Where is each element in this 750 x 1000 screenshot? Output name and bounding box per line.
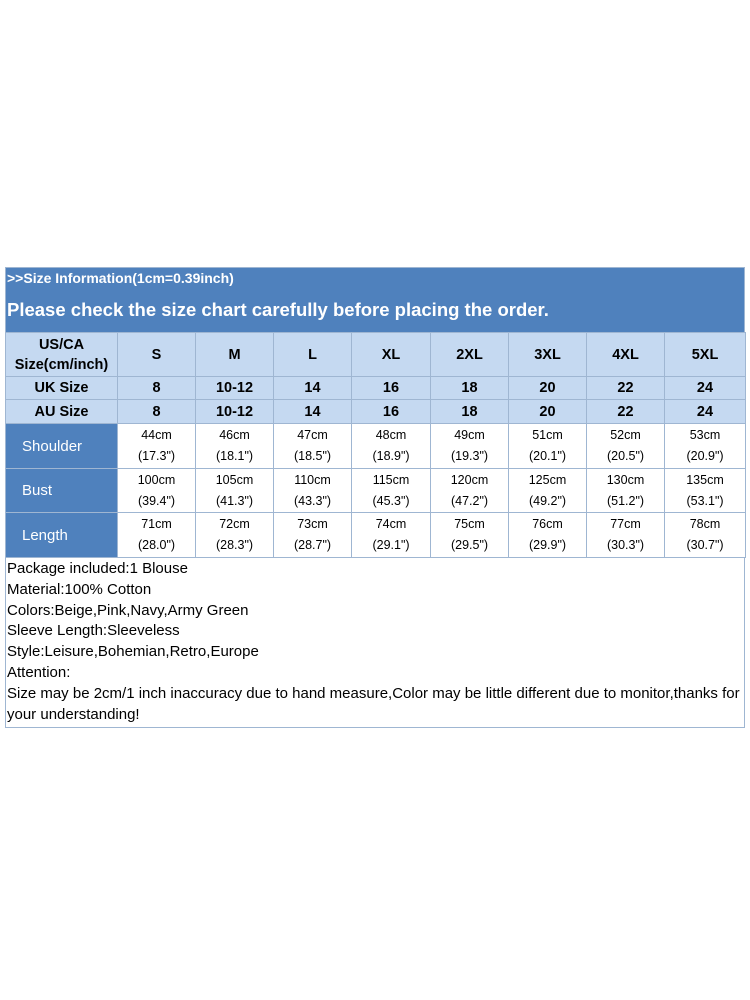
uk-size-cell: 10-12 bbox=[196, 377, 274, 400]
measure-inch: (39.4") bbox=[137, 493, 176, 508]
measure-cm: 130cm bbox=[606, 472, 645, 487]
measure-inch: (30.3") bbox=[606, 538, 645, 552]
measure-cell bbox=[665, 424, 746, 469]
uk-size-cell: 8 bbox=[118, 377, 196, 400]
size-header-label-line2: Size(cm/inch) bbox=[14, 356, 109, 373]
measure-cm: 135cm bbox=[686, 472, 724, 487]
measure-cell bbox=[118, 513, 196, 558]
size-header-cell: M bbox=[196, 333, 274, 377]
size-header-cell: 3XL bbox=[509, 333, 587, 377]
package-note: Package included:1 Blouse bbox=[7, 560, 188, 577]
measure-cm: 100cm bbox=[137, 472, 176, 487]
measure-cm: 125cm bbox=[528, 472, 567, 487]
size-header-cell: 4XL bbox=[587, 333, 665, 377]
measure-cell bbox=[587, 513, 665, 558]
measure-inch: (18.1") bbox=[215, 449, 254, 463]
measure-inch: (28.3") bbox=[215, 538, 254, 552]
au-size-cell: 24 bbox=[665, 400, 746, 424]
bust-label: Bust bbox=[6, 469, 118, 513]
uk-size-cell: 14 bbox=[274, 377, 352, 400]
measure-cm: 76cm bbox=[532, 517, 563, 531]
au-size-cell: 8 bbox=[118, 400, 196, 424]
measure-cell bbox=[352, 469, 431, 513]
measure-cell bbox=[118, 424, 196, 469]
sleeve-note: Sleeve Length:Sleeveless bbox=[7, 622, 180, 640]
size-header-row bbox=[6, 333, 746, 377]
measure-cell bbox=[352, 513, 431, 558]
measure-inch: (19.3") bbox=[450, 449, 489, 463]
size-header-label-line1: US/CA bbox=[38, 336, 85, 353]
shoulder-row bbox=[6, 424, 746, 469]
style-note: Style:Leisure,Bohemian,Retro,Europe bbox=[7, 643, 259, 661]
measure-cell bbox=[274, 469, 352, 513]
material-note: Material:100% Cotton bbox=[7, 580, 152, 598]
size-header-cell: S bbox=[118, 333, 196, 377]
measure-cm: 78cm bbox=[689, 517, 721, 531]
uk-size-cell: 16 bbox=[352, 377, 431, 400]
uk-size-cell: 18 bbox=[431, 377, 509, 400]
uk-size-cell: 22 bbox=[587, 377, 665, 400]
measure-cm: 44cm bbox=[141, 428, 172, 442]
au-size-cell: 22 bbox=[587, 400, 665, 424]
measure-inch: (17.3") bbox=[137, 449, 176, 463]
uk-size-row bbox=[6, 377, 746, 400]
measure-cm: 73cm bbox=[297, 517, 328, 531]
measure-cell bbox=[431, 513, 509, 558]
au-size-label: AU Size bbox=[6, 400, 118, 424]
measure-cell bbox=[431, 424, 509, 469]
measure-cm: 74cm bbox=[375, 517, 407, 531]
measure-inch: (28.7") bbox=[293, 538, 332, 552]
measure-inch: (41.3") bbox=[215, 493, 254, 508]
measure-inch: (45.3") bbox=[372, 493, 410, 508]
measure-cm: 72cm bbox=[219, 517, 250, 531]
measure-cm: 110cm bbox=[294, 472, 331, 487]
measure-cm: 120cm bbox=[450, 472, 489, 487]
measure-cm: 48cm bbox=[375, 428, 407, 442]
uk-size-label: UK Size bbox=[6, 377, 118, 400]
measure-inch: (20.1") bbox=[528, 449, 567, 463]
au-size-row bbox=[6, 400, 746, 424]
size-table bbox=[5, 332, 746, 558]
measure-inch: (18.9") bbox=[372, 449, 410, 463]
uk-size-cell: 24 bbox=[665, 377, 746, 400]
measure-cell bbox=[118, 469, 196, 513]
measure-cell bbox=[274, 513, 352, 558]
measure-inch: (20.5") bbox=[606, 449, 645, 463]
measure-cell bbox=[509, 513, 587, 558]
measure-cm: 105cm bbox=[215, 472, 254, 487]
measure-inch: (43.3") bbox=[293, 493, 332, 508]
measure-cell bbox=[196, 469, 274, 513]
size-header-cell: 2XL bbox=[431, 333, 509, 377]
size-chart bbox=[5, 267, 745, 728]
measure-cell bbox=[665, 469, 746, 513]
measure-cell bbox=[665, 513, 746, 558]
measure-inch: (30.7") bbox=[686, 538, 724, 552]
au-size-cell: 10-12 bbox=[196, 400, 274, 424]
measure-inch: (20.9") bbox=[686, 449, 724, 463]
measure-cell bbox=[196, 424, 274, 469]
size-header-cell: XL bbox=[352, 333, 431, 377]
measure-inch: (47.2") bbox=[450, 493, 489, 508]
measure-inch: (51.2") bbox=[606, 493, 645, 508]
measure-cell bbox=[587, 469, 665, 513]
disclaimer-note: Size may be 2cm/1 inch inaccuracy due to hand measure,Color may be little different due to monitor,thanks for your understanding! bbox=[7, 684, 740, 723]
au-size-cell: 16 bbox=[352, 400, 431, 424]
measure-cm: 115cm bbox=[372, 472, 410, 487]
measure-cm: 75cm bbox=[454, 517, 485, 531]
colors-note: Colors:Beige,Pink,Navy,Army Green bbox=[7, 601, 249, 619]
size-check-banner: Please check the size chart carefully before placing the order. bbox=[6, 289, 744, 332]
measure-inch: (28.0") bbox=[137, 538, 176, 552]
au-size-cell: 14 bbox=[274, 400, 352, 424]
measure-cell bbox=[587, 424, 665, 469]
product-notes bbox=[6, 558, 744, 727]
measure-inch: (53.1") bbox=[686, 493, 724, 508]
measure-cm: 52cm bbox=[610, 428, 641, 442]
bust-row bbox=[6, 469, 746, 513]
size-header-cell: L bbox=[274, 333, 352, 377]
measure-inch: (49.2") bbox=[528, 493, 567, 508]
measure-cell bbox=[196, 513, 274, 558]
uk-size-cell: 20 bbox=[509, 377, 587, 400]
measure-cell bbox=[352, 424, 431, 469]
measure-cell bbox=[509, 424, 587, 469]
measure-cm: 71cm bbox=[141, 517, 172, 531]
measure-cm: 49cm bbox=[454, 428, 485, 442]
size-info-banner: >>Size Information(1cm=0.39inch) bbox=[6, 268, 744, 289]
measure-inch: (29.5") bbox=[450, 538, 489, 552]
measure-cm: 53cm bbox=[689, 428, 721, 442]
measure-cm: 51cm bbox=[532, 428, 563, 442]
au-size-cell: 20 bbox=[509, 400, 587, 424]
measure-cell bbox=[431, 469, 509, 513]
size-header-cell: 5XL bbox=[665, 333, 746, 377]
length-row bbox=[6, 513, 746, 558]
measure-cell bbox=[509, 469, 587, 513]
attention-note: Attention: bbox=[7, 663, 71, 681]
measure-inch: (29.1") bbox=[372, 538, 410, 552]
measure-cm: 46cm bbox=[219, 428, 250, 442]
measure-cell bbox=[274, 424, 352, 469]
measure-cm: 77cm bbox=[610, 517, 641, 531]
measure-inch: (29.9") bbox=[528, 538, 567, 552]
length-label: Length bbox=[6, 513, 118, 558]
size-header-label bbox=[6, 333, 118, 377]
shoulder-label: Shoulder bbox=[6, 424, 118, 469]
measure-cm: 47cm bbox=[297, 428, 328, 442]
measure-inch: (18.5") bbox=[293, 449, 332, 463]
au-size-cell: 18 bbox=[431, 400, 509, 424]
